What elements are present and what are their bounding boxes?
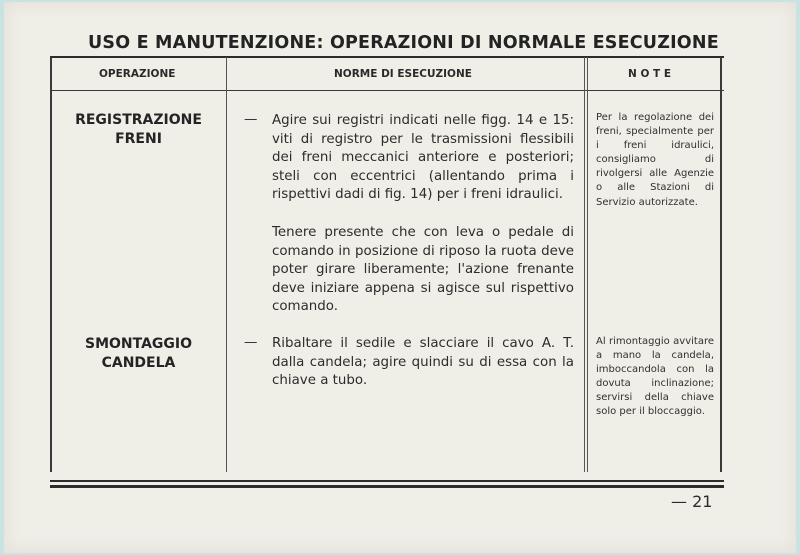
table-top-rule <box>50 56 724 58</box>
operation-line: FRENI <box>115 131 162 147</box>
note-text: Al rimontaggio avvitare a mano la candela, imboccandola con la dovuta inclinazione; servirsi della chiave solo per il bloccaggio. <box>596 336 714 418</box>
table-bottom-rule <box>50 485 724 488</box>
page <box>4 2 796 553</box>
page-number: — 21 <box>671 492 713 511</box>
column-divider <box>587 57 588 472</box>
column-header-note: N O T E <box>628 68 672 80</box>
operation-line: REGISTRAZIONE <box>75 112 202 128</box>
operation-name <box>56 335 221 373</box>
operation-line: CANDELA <box>101 355 176 371</box>
column-header-operazione: OPERAZIONE <box>99 68 176 80</box>
norme-paragraph: Agire sui registri indicati nelle figg. 14 e 15: viti di registro per le trasmissioni flessibili dei freni meccanici anteriore e posteriori; steli con eccentrici (allentando prima i rispettivi dadi di fig. 14) per i freni idraulici. <box>272 113 574 202</box>
dash-marker: — <box>244 335 258 350</box>
column-header-norme: NORME DI ESECUZIONE <box>334 68 472 80</box>
dash-marker: — <box>244 112 258 127</box>
operation-line: SMONTAGGIO <box>84 336 193 352</box>
header-rule <box>50 90 724 91</box>
norme-paragraph: Tenere presente che con leva o pedale di comando in posizione di riposo la ruota deve poter girare liberamente; l'azione frenante deve iniziare appena si agisce sul rispettivo comando. <box>272 225 574 314</box>
table-left-border <box>50 57 52 472</box>
norme-paragraph: Ribaltare il sedile e slacciare il cavo A. T. dalla candela; agire quindi su di essa con la chiave a tubo. <box>272 336 574 388</box>
page-title: USO E MANUTENZIONE: OPERAZIONI DI NORMALE ESECUZIONE <box>88 33 719 53</box>
operation-name <box>56 111 221 149</box>
table-right-border <box>720 57 722 472</box>
column-divider <box>584 57 585 472</box>
column-divider <box>226 57 227 472</box>
note-text: Per la regolazione dei freni, specialmente per i freni idraulici, consigliamo di rivolgersi alle Agenzie o alle Stazioni di Servizio autorizzate. <box>596 112 714 208</box>
table-bottom-rule <box>50 480 724 482</box>
